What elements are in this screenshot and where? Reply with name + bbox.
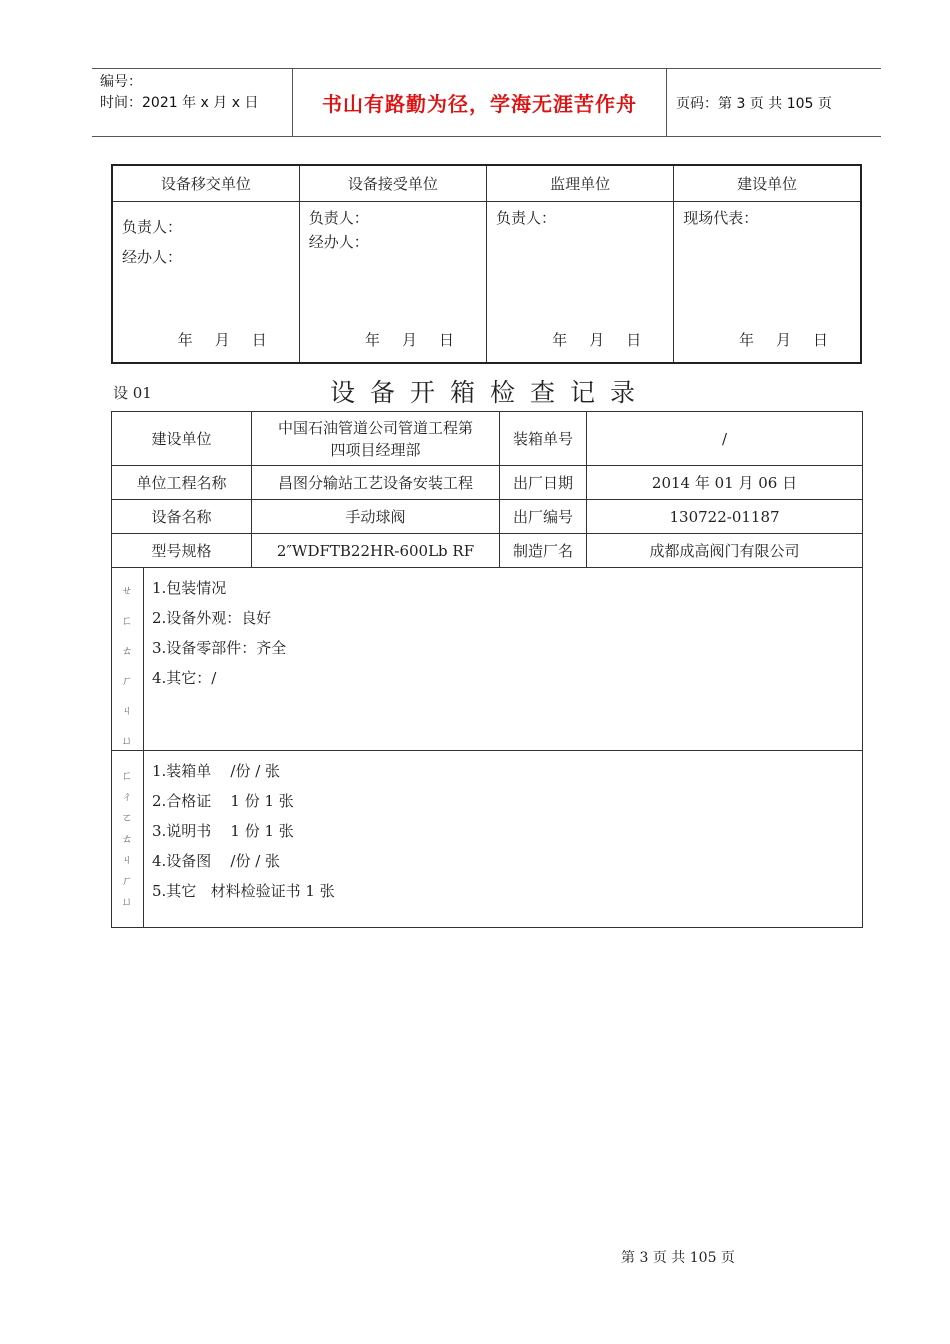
table-row bbox=[112, 500, 863, 534]
serial-label: 编号： bbox=[100, 74, 142, 90]
list-item: 1.包装情况 bbox=[152, 579, 227, 597]
signoff-col-transfer: 设备移交单位 bbox=[112, 165, 299, 202]
table-row bbox=[112, 412, 863, 466]
signoff-col-receive: 设备接受单位 bbox=[299, 165, 486, 202]
time-label: 时间：2021 年 x 月 x 日 bbox=[100, 95, 259, 111]
document-header bbox=[92, 68, 881, 137]
field-label: 制造厂名 bbox=[500, 534, 587, 568]
header-meta bbox=[100, 72, 258, 114]
page-footer: 第 3 页 共 105 页 bbox=[621, 1250, 735, 1266]
list-item: 2.合格证 1 份 1 张 bbox=[152, 792, 294, 810]
field-value: 2″WDFTB22HR-600Lb RF bbox=[252, 534, 500, 568]
field-label: 出厂日期 bbox=[500, 466, 587, 500]
list-item: 1.装箱单 /份 / 张 bbox=[152, 762, 281, 780]
list-item: 3.设备零部件：齐全 bbox=[152, 639, 287, 657]
signoff-col-supervision: 监理单位 bbox=[487, 165, 674, 202]
field-value: 手动球阀 bbox=[252, 500, 500, 534]
role-handler: 经办人： bbox=[308, 233, 369, 251]
signoff-cell-supervision bbox=[487, 202, 674, 364]
signoff-date: 年 月 日 bbox=[738, 331, 828, 349]
header-page-label: 页码：第 3 页 共 105 页 bbox=[676, 95, 832, 112]
role-responsible: 负责人： bbox=[496, 209, 557, 227]
field-label: 装箱单号 bbox=[500, 412, 587, 466]
table-row bbox=[112, 534, 863, 568]
documents-section bbox=[112, 751, 863, 928]
list-item: 2.设备外观：良好 bbox=[152, 609, 272, 627]
signoff-cell-transfer bbox=[112, 202, 299, 364]
list-item: 3.说明书 1 份 1 张 bbox=[152, 822, 294, 840]
list-item: 5.其它 材料检验证书 1 张 bbox=[152, 882, 335, 900]
field-label: 型号规格 bbox=[112, 534, 252, 568]
list-item: 4.设备图 /份 / 张 bbox=[152, 852, 281, 870]
inspection-items bbox=[144, 568, 863, 751]
signoff-date: 年 月 日 bbox=[552, 331, 642, 349]
role-site-rep: 现场代表： bbox=[683, 209, 759, 227]
field-label: 单位工程名称 bbox=[112, 466, 252, 500]
section-side-label: ㄝ ㄈ ㄊ ㄏ ㄐ ㄩ bbox=[112, 568, 144, 751]
role-responsible: 负责人： bbox=[308, 209, 369, 227]
signoff-table bbox=[111, 164, 862, 364]
field-value: 130722-01187 bbox=[587, 500, 863, 534]
field-label: 设备名称 bbox=[112, 500, 252, 534]
header-motto: 书山有路勤为径，学海无涯苦作舟 bbox=[322, 92, 637, 116]
signoff-col-construction: 建设单位 bbox=[674, 165, 861, 202]
inspection-table bbox=[111, 411, 863, 928]
field-label: 出厂编号 bbox=[500, 500, 587, 534]
field-value: 中国石油管道公司管道工程第 四项目经理部 bbox=[252, 412, 500, 466]
field-value: 成都成高阀门有限公司 bbox=[587, 534, 863, 568]
role-handler: 经办人： bbox=[122, 248, 183, 266]
header-divider bbox=[666, 69, 667, 136]
field-value: 2014 年 01 月 06 日 bbox=[587, 466, 863, 500]
table-row bbox=[112, 466, 863, 500]
documents-items bbox=[144, 751, 863, 928]
form-title: 设备开箱检查记录 bbox=[329, 378, 650, 407]
section-side-label: ㄈ ㄔ ㄛ ㄊ ㄐ ㄏ ㄩ bbox=[112, 751, 144, 928]
inspection-section bbox=[112, 568, 863, 751]
form-code: 设 01 bbox=[113, 384, 152, 402]
signoff-date: 年 月 日 bbox=[364, 331, 454, 349]
field-value: / bbox=[587, 412, 863, 466]
signoff-date: 年 月 日 bbox=[177, 331, 267, 349]
role-responsible: 负责人： bbox=[122, 218, 183, 236]
field-label: 建设单位 bbox=[112, 412, 252, 466]
signoff-cell-construction bbox=[674, 202, 861, 364]
signoff-cell-receive bbox=[299, 202, 486, 364]
field-value: 昌图分输站工艺设备安装工程 bbox=[252, 466, 500, 500]
list-item: 4.其它：/ bbox=[152, 669, 217, 687]
